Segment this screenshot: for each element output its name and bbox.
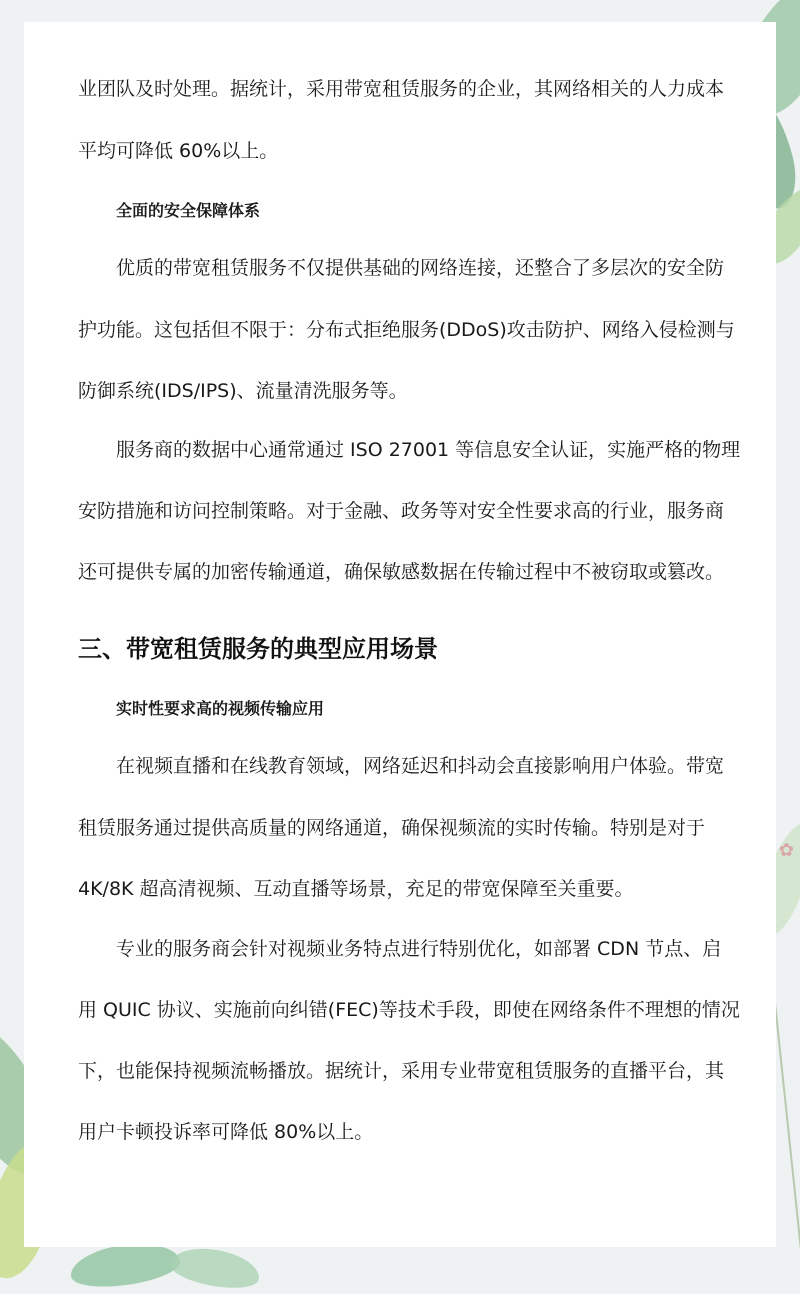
paragraph-line: 安防措施和访问控制策略。对于金融、政务等对安全性要求高的行业，服务商 — [78, 500, 725, 522]
paragraph-line: 优质的带宽租赁服务不仅提供基础的网络连接，还整合了多层次的安全防 — [116, 257, 725, 279]
flower-icon: ✿ — [778, 840, 794, 861]
paragraph-line: 平均可降低 60%以上。 — [78, 140, 279, 162]
paragraph-line: 4K/8K 超高清视频、互动直播等场景，充足的带宽保障至关重要。 — [78, 878, 634, 900]
paragraph-line: 下，也能保持视频流畅播放。据统计，采用专业带宽租赁服务的直播平台，其 — [78, 1060, 725, 1082]
paragraph-line: 在视频直播和在线教育领域，网络延迟和抖动会直接影响用户体验。带宽 — [116, 755, 725, 777]
paragraph-line: 还可提供专属的加密传输通道，确保敏感数据在传输过程中不被窃取或篡改。 — [78, 561, 725, 583]
paragraph-line: 服务商的数据中心通常通过 ISO 27001 等信息安全认证，实施严格的物理 — [116, 439, 741, 461]
section-title: 三、带宽租赁服务的典型应用场景 — [78, 635, 438, 663]
leaf-decoration — [168, 1242, 263, 1293]
document-card — [24, 22, 776, 1247]
subheading-security: 全面的安全保障体系 — [116, 201, 261, 220]
paragraph-line: 护功能。这包括但不限于：分布式拒绝服务(DDoS)攻击防护、网络入侵检测与 — [78, 319, 735, 341]
paragraph-line: 专业的服务商会针对视频业务特点进行特别优化，如部署 CDN 节点、启 — [116, 938, 722, 960]
paragraph-line: 防御系统(IDS/IPS)、流量清洗服务等。 — [78, 380, 408, 402]
subheading-video: 实时性要求高的视频传输应用 — [116, 699, 325, 718]
paragraph-line: 用户卡顿投诉率可降低 80%以上。 — [78, 1121, 374, 1143]
paragraph-line: 租赁服务通过提供高质量的网络通道，确保视频流的实时传输。特别是对于 — [78, 817, 706, 839]
paragraph-line: 用 QUIC 协议、实施前向纠错(FEC)等技术手段，即使在网络条件不理想的情况 — [78, 999, 740, 1021]
paragraph-line: 业团队及时处理。据统计，采用带宽租赁服务的企业，其网络相关的人力成本 — [78, 78, 725, 100]
